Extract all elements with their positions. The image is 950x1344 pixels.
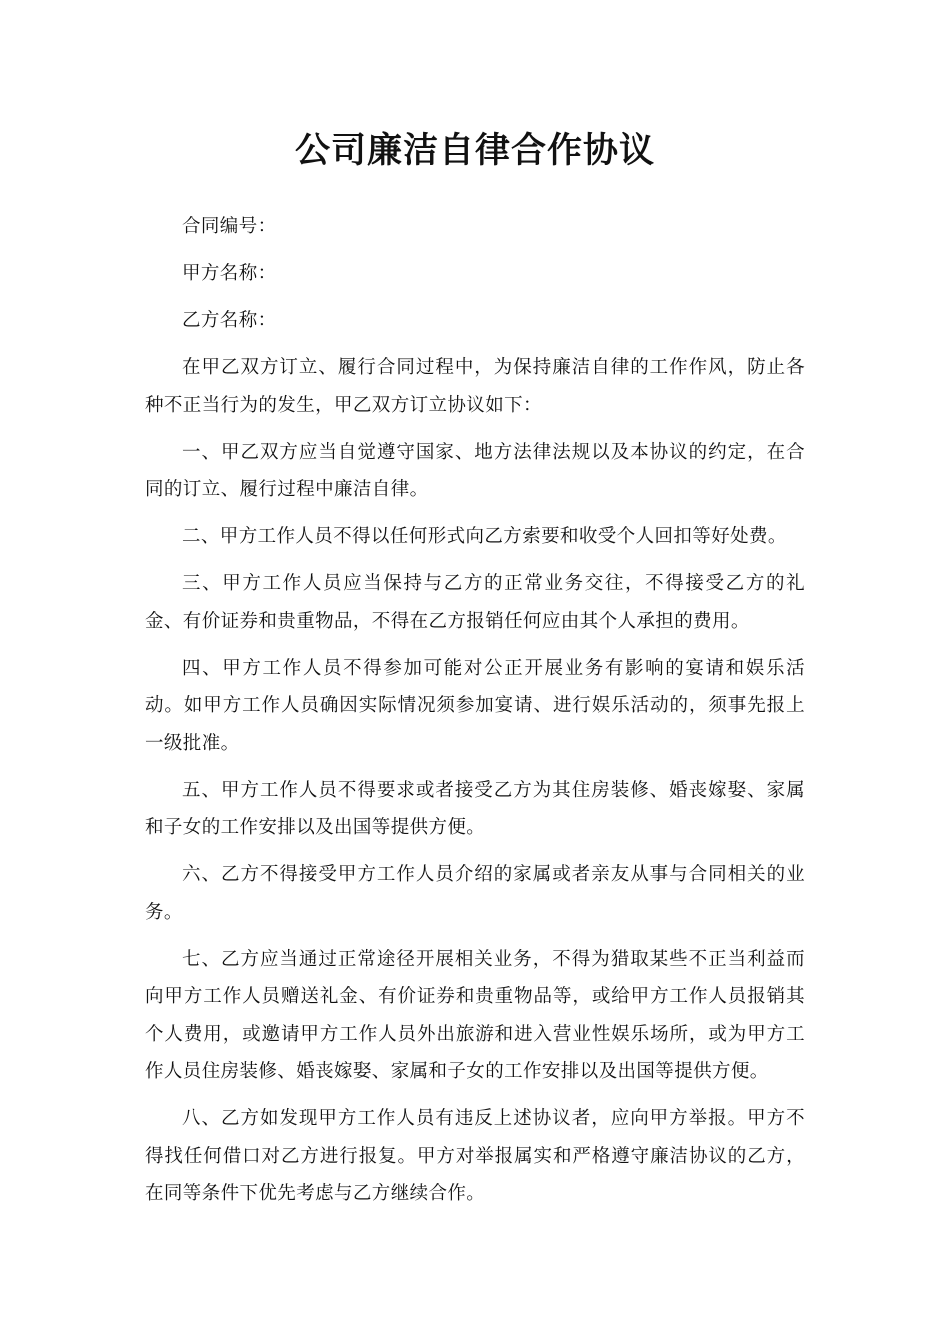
party-b-name-field: 乙方名称： <box>182 310 277 331</box>
contract-number-field: 合同编号： <box>182 216 277 237</box>
clause-5: 五、甲方工作人员不得要求或者接受乙方为其住房装修、婚丧嫁娶、家属和子女的工作安排以及出国等提供方便。 <box>145 779 805 838</box>
document-body <box>145 208 805 1222</box>
clause-8: 八、乙方如发现甲方工作人员有违反上述协议者，应向甲方举报。甲方不得找任何借口对乙方进行报复。甲方对举报属实和严格遵守廉洁协议的乙方，在同等条件下优先考虑与乙方继续合作。 <box>145 1108 805 1204</box>
clause-4: 四、甲方工作人员不得参加可能对公正开展业务有影响的宴请和娱乐活动。如甲方工作人员确因实际情况须参加宴请、进行娱乐活动的，须事先报上一级批准。 <box>145 657 805 754</box>
document-title: 公司廉洁自律合作协议 <box>294 131 655 171</box>
clause-6: 六、乙方不得接受甲方工作人员介绍的家属或者亲友从事与合同相关的业务。 <box>145 864 805 923</box>
party-a-name-field: 甲方名称： <box>182 263 277 284</box>
clause-1: 一、甲乙双方应当自觉遵守国家、地方法律法规以及本协议的约定，在合同的订立、履行过程中廉洁自律。 <box>145 441 805 500</box>
intro-paragraph: 在甲乙双方订立、履行合同过程中，为保持廉洁自律的工作作风，防止各种不正当行为的发生，甲乙双方订立协议如下： <box>145 357 805 416</box>
clause-7: 七、乙方应当通过正常途径开展相关业务，不得为猎取某些不正当利益而向甲方工作人员赠送礼金、有价证券和贵重物品等，或给甲方工作人员报销其个人费用，或邀请甲方工作人员外出旅游和进入营业性娱乐场所，或为甲方工作人员住房装修、婚丧嫁娶、家属和子女的工作安排以及出国等提供方便。 <box>145 948 805 1082</box>
clause-3: 三、甲方工作人员应当保持与乙方的正常业务交往，不得接受乙方的礼金、有价证券和贵重物品，不得在乙方报销任何应由其个人承担的费用。 <box>145 573 805 632</box>
clause-2: 二、甲方工作人员不得以任何形式向乙方索要和收受个人回扣等好处费。 <box>182 526 787 547</box>
